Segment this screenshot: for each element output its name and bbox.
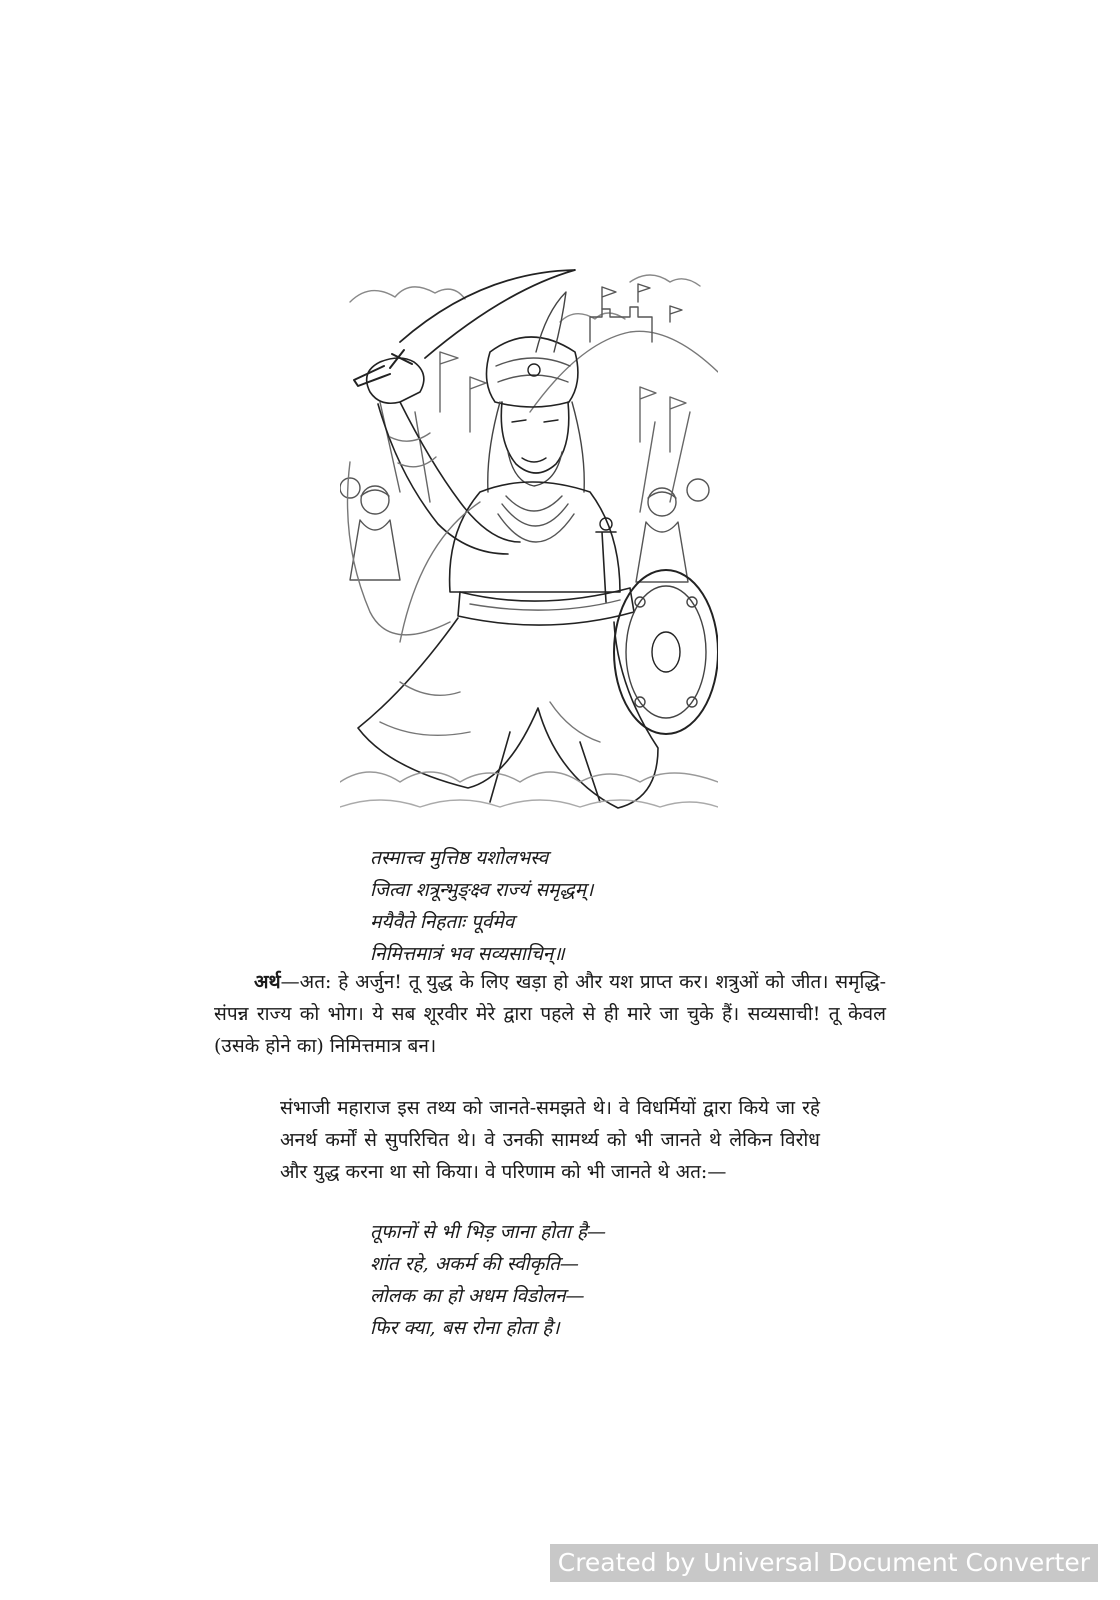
poem-line: तूफानों से भी भिड़ जाना होता है— <box>370 1221 607 1243</box>
converter-watermark: Created by Universal Document Converter <box>550 1544 1098 1582</box>
verse-line: निमित्तमात्रं भव सव्यसाचिन्॥ <box>370 943 565 965</box>
sanskrit-verse <box>370 842 870 970</box>
verse-line: जित्वा शत्रून्भुङ्क्ष्व राज्यं समृद्धम्। <box>370 879 594 901</box>
poem-line: फिर क्या, बस रोना होता है। <box>370 1317 560 1339</box>
poem-line: लोलक का हो अधम विडोलन— <box>370 1285 585 1307</box>
verse-line: मयैवैते निहताः पूर्वमेव <box>370 911 515 933</box>
meaning-label: अर्थ <box>254 971 281 993</box>
warrior-illustration <box>340 262 718 822</box>
verse-meaning <box>214 966 886 1062</box>
poem-line: शांत रहे, अकर्म की स्वीकृति— <box>370 1253 579 1275</box>
hindi-poem <box>370 1216 810 1344</box>
narrative-paragraph: संभाजी महाराज इस तथ्य को जानते-समझते थे। वे विधर्मियों द्वारा किये जा रहे अनर्थ कर्मों से सुपरिचित थे। वे उनकी सामर्थ्य को भी जानते थे लेकिन विरोध और युद्ध करना था सो किया। वे परिणाम को भी जानते थे अत:— <box>280 1097 820 1183</box>
meaning-text: —अत: हे अर्जुन! तू युद्ध के लिए खड़ा हो और यश प्राप्त कर। शत्रुओं को जीत। समृद्धि-संपन्न राज्य को भोग। ये सब शूरवीर मेरे द्वारा पहले से ही मारे जा चुके हैं। सव्यसाची! तू केवल (उसके होने का) निमित्तमात्र बन। <box>214 971 886 1057</box>
verse-line: तस्मात्त्व मुत्तिष्ठ यशोलभस्व <box>370 847 549 869</box>
